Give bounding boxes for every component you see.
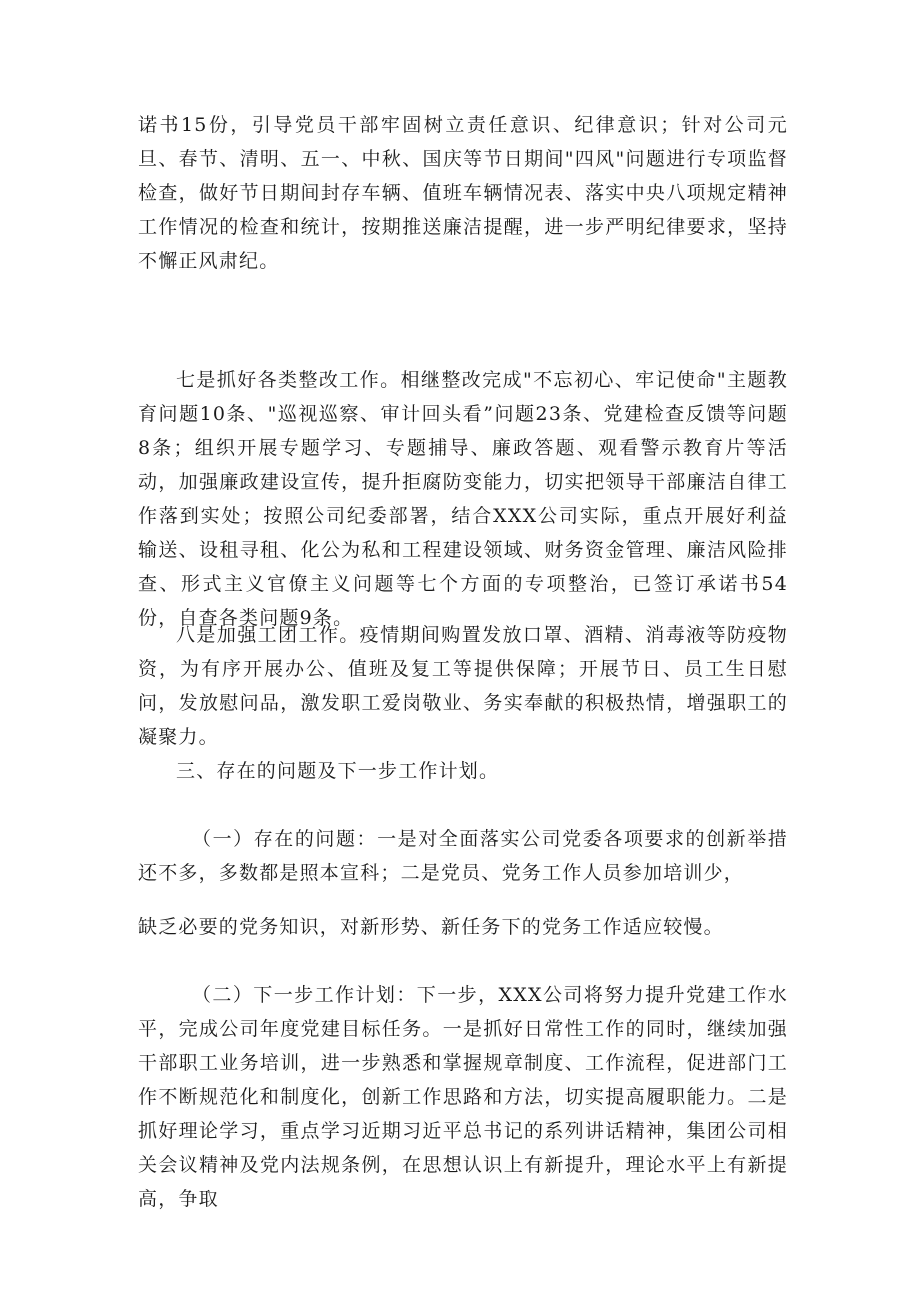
paragraph-rectification-work: 七是抓好各类整改工作。相继整改完成"不忘初心、牢记使命"主题教育问题10条、"巡视巡察、审计回头看”问题23条、党建检查反馈等问题8条；组织开展专题学习、专题捕导、廉政答题、观看警示教育片等活动，加强廉政建设宣传，提升拒腐防变能力，切实把领导干部廉洁自律工作落到实处；按照公司纪委部署，结合XXX公司实际，重点开展好利益输送、设租寻租、化公为私和工程建设领域、财务资金管理、廉洁风险排查、形式主义官僚主义问题等七个方面的专项整治，已签订承诺书54份，自查各类问题9条。 [138,369,788,629]
paragraph-union-work: 八是加强工团工作。疫情期间购置发放口罩、酒精、消毒液等防疫物资，为有序开展办公、值班及复工等提供保障；开展节日、员工生日慰问，发放慰问品，激发职工爱岗敬业、务实奉献的积极热情，增强职工的凝聚力。 [138,624,788,748]
paragraph-existing-problems-continuation: 缺乏必要的党务知识，对新形势、新任务下的党务工作适应较慢。 [138,916,724,938]
section-heading-problems-and-plan: 三、存在的问题及下一步工作计划。 [176,760,500,782]
paragraph-discipline-continuation: 诺书15份，引导党员干部牢固树立责任意识、纪律意识；针对公司元旦、春节、清明、五一、中秋、国庆等节日期间"四风"问题进行专项监督检查，做好节日期间封存车辆、值班车辆情况表、落实中央八项规定精神工作情况的检查和统计，按期推送廉洁提醒，进一步严明纪律要求，坚持不懈正风肃纪。 [138,114,788,272]
paragraph-next-step-plan: （二）下一步工作计划：下一步，XXX公司将努力提升党建工作水平，完成公司年度党建目标任务。一是抓好日常性工作的同时，继续加强干部职工业务培训，进一步熟悉和掌握规章制度、工作流程，促进部门工作不断规范化和制度化，创新工作思路和方法，切实提高履职能力。二是抓好理论学习，重点学习近期习近平总书记的系列讲话精神，集团公司相关会议精神及党内法规条例，在思想认识上有新提升，理论水平上有新提高，争取 [138,984,788,1210]
paragraph-existing-problems: （一）存在的问题：一是对全面落实公司党委各项要求的创新举措还不多，多数都是照本宣科；二是党员、党务工作人员参加培训少， [138,828,788,884]
